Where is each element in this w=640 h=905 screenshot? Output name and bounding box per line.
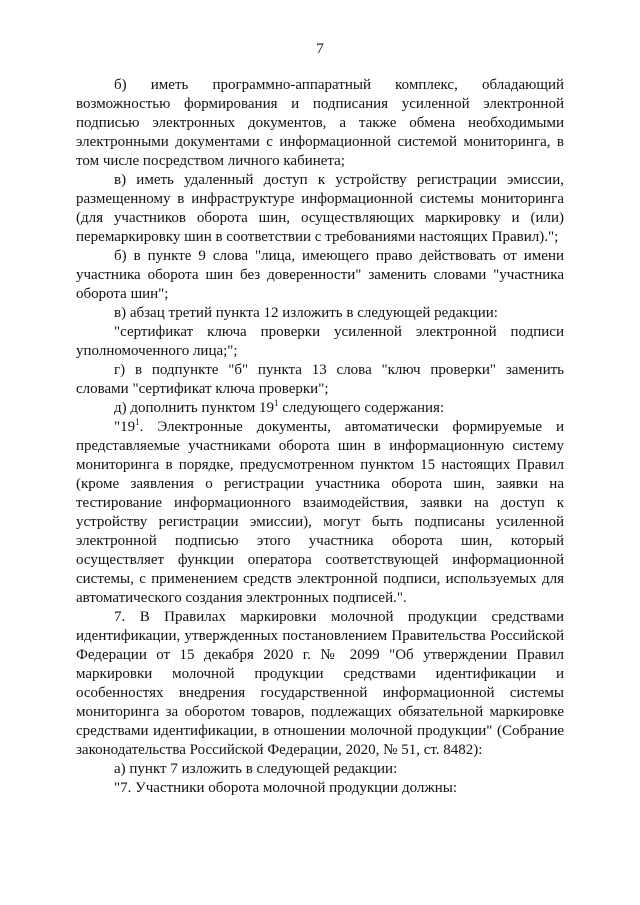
page-number: 7 <box>316 41 324 57</box>
paragraph-subitem-b-hardware: б) иметь программно-аппаратный комплекс, обладающий возможностью формирования и подписания усиленной электронной подписью электронных документов, а также обмена необходимыми электронными документами с информационной системой мониторинга, в том числе посредством личного кабинета; <box>76 77 564 169</box>
paragraph-item-19-1-text <box>76 418 564 608</box>
paragraph-item-9-amendment: б) в пункте 9 слова "лица, имеющего право действовать от имени участника оборота шин без доверенности" заменить словами "участника оборота шин"; <box>76 248 564 302</box>
paragraph-item-7-amendment: а) пункт 7 изложить в следующей редакции: <box>114 761 398 777</box>
superscript-number: 1 <box>135 417 140 427</box>
superscript-number: 1 <box>273 398 279 408</box>
paragraph-text: д) дополнить пунктом 19 <box>114 400 274 416</box>
paragraph-text: . Электронные документы, автоматически формируемые и представляемые участниками оборота шин в информационную систему мониторинга в порядке, предусмотренном пунктом 15 настоящих Правил (кроме заявления о регистрации участника оборота шин, заявки на тестирование информационного взаимодействия, заявки на доступ к устройству регистрации эмиссии), могут быть подписаны усиленной электронной подписью этого участника оборота шин, который осуществляет функции оператора соответствующей информационной системы, с применением средств электронной подписи, используемых для автоматического создания электронных подписей.". <box>76 419 564 606</box>
paragraph-text: следующего содержания: <box>278 400 445 416</box>
paragraph-certificate-text: "сертификат ключа проверки усиленной электронной подписи уполномоченного лица;"; <box>76 324 564 359</box>
paragraph-text: "19 <box>114 419 136 435</box>
paragraph-subitem-v-remote-access: в) иметь удаленный доступ к устройству регистрации эмиссии, размещенному в инфраструктуре информационной системы мониторинга (для участников оборота шин, осуществляющих маркировку и (или) перемаркировку шин в соответствии с требованиями настоящих Правил)."; <box>76 172 564 245</box>
paragraph-item-19-1-addition <box>76 399 564 418</box>
paragraph-section-7-dairy-rules: 7. В Правилах маркировки молочной продукции средствами идентификации, утвержденных постановлением Правительства Российской Федерации от 15 декабря 2020 г. № 2099 "Об утверждении Правил маркировки молочной продукции средствами идентификации и особенностях внедрения государственной информационной системы мониторинга за оборотом товаров, подлежащих обязательной маркировке средствами идентификации, в отношении молочной продукции" (Собрание законодательства Российской Федерации, 2020, № 51, ст. 8482): <box>76 609 564 758</box>
document-body <box>76 76 564 798</box>
paragraph-item-12-amendment: в) абзац третий пункта 12 изложить в следующей редакции: <box>114 305 498 321</box>
paragraph-item-13-amendment: г) в подпункте "б" пункта 13 слова "ключ проверки" заменить словами "сертификат ключа проверки"; <box>76 362 564 397</box>
paragraph-item-7-text: "7. Участники оборота молочной продукции должны: <box>114 780 458 796</box>
